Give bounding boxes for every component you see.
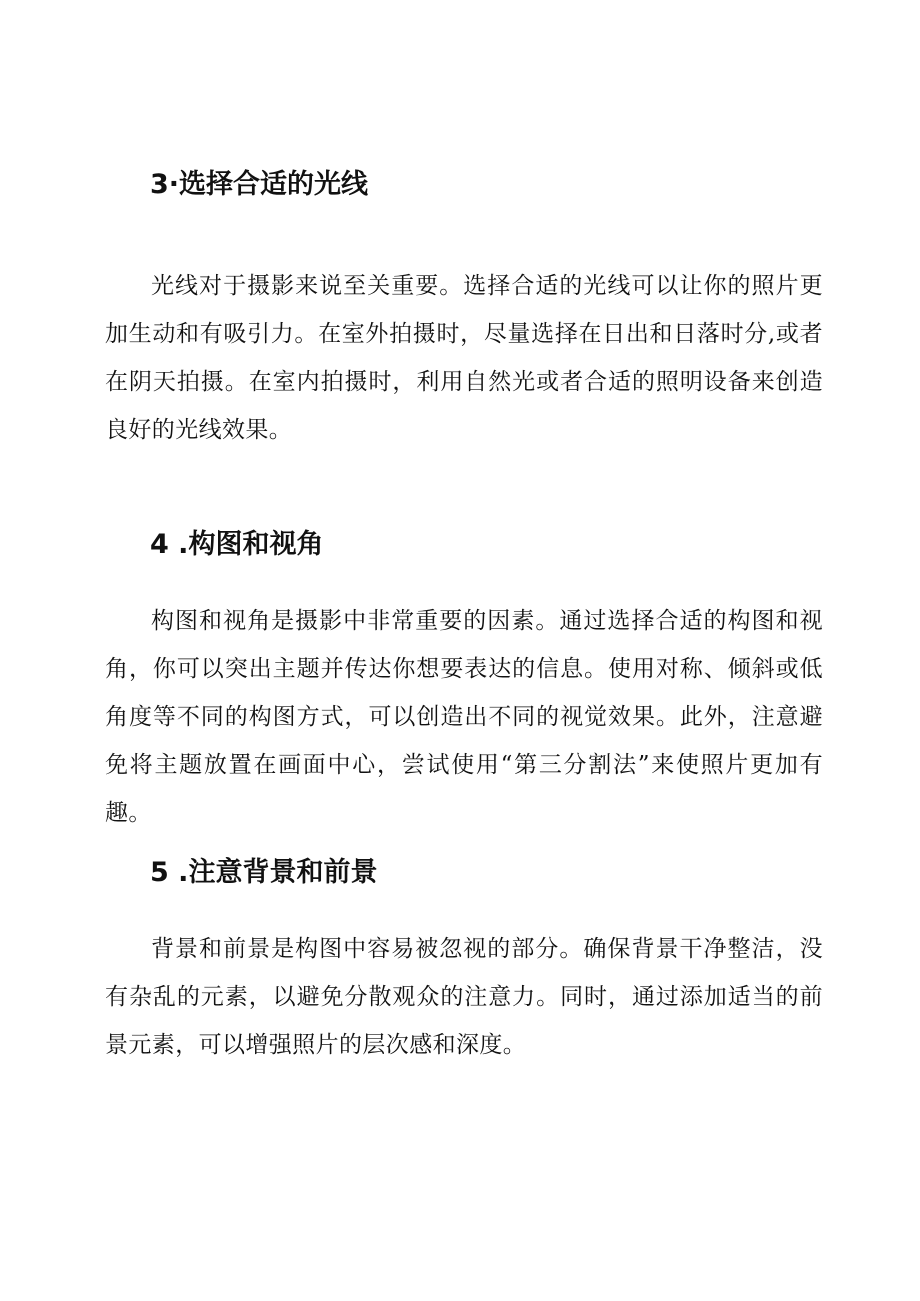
section-5-heading: 5 .注意背景和前景 (150, 857, 378, 888)
section-4-paragraph: 构图和视角是摄影中非常重要的因素。通过选择合适的构图和视角，你可以突出主题并传达你想要表达的信息。使用对称、倾斜或低角度等不同的构图方式，可以创造出不同的视觉效果。此外，注意避免将主题放置在画面中心，尝试使用“第三分割法”来使照片更加有趣。 (105, 608, 823, 826)
section-3-heading: 3·选择合适的光线 (150, 169, 369, 200)
section-5-paragraph: 背景和前景是构图中容易被忽视的部分。确保背景干净整洁，没有杂乱的元素，以避免分散观众的注意力。同时，通过添加适当的前景元素，可以增强照片的层次感和深度。 (105, 936, 823, 1058)
section-3-paragraph: 光线对于摄影来说至关重要。选择合适的光线可以让你的照片更加生动和有吸引力。在室外拍摄时，尽量选择在日出和日落时分,或者在阴天拍摄。在室内拍摄时，利用自然光或者合适的照明设备来创造良好的光线效果。 (105, 273, 823, 443)
section-4-heading: 4 .构图和视角 (150, 529, 324, 560)
